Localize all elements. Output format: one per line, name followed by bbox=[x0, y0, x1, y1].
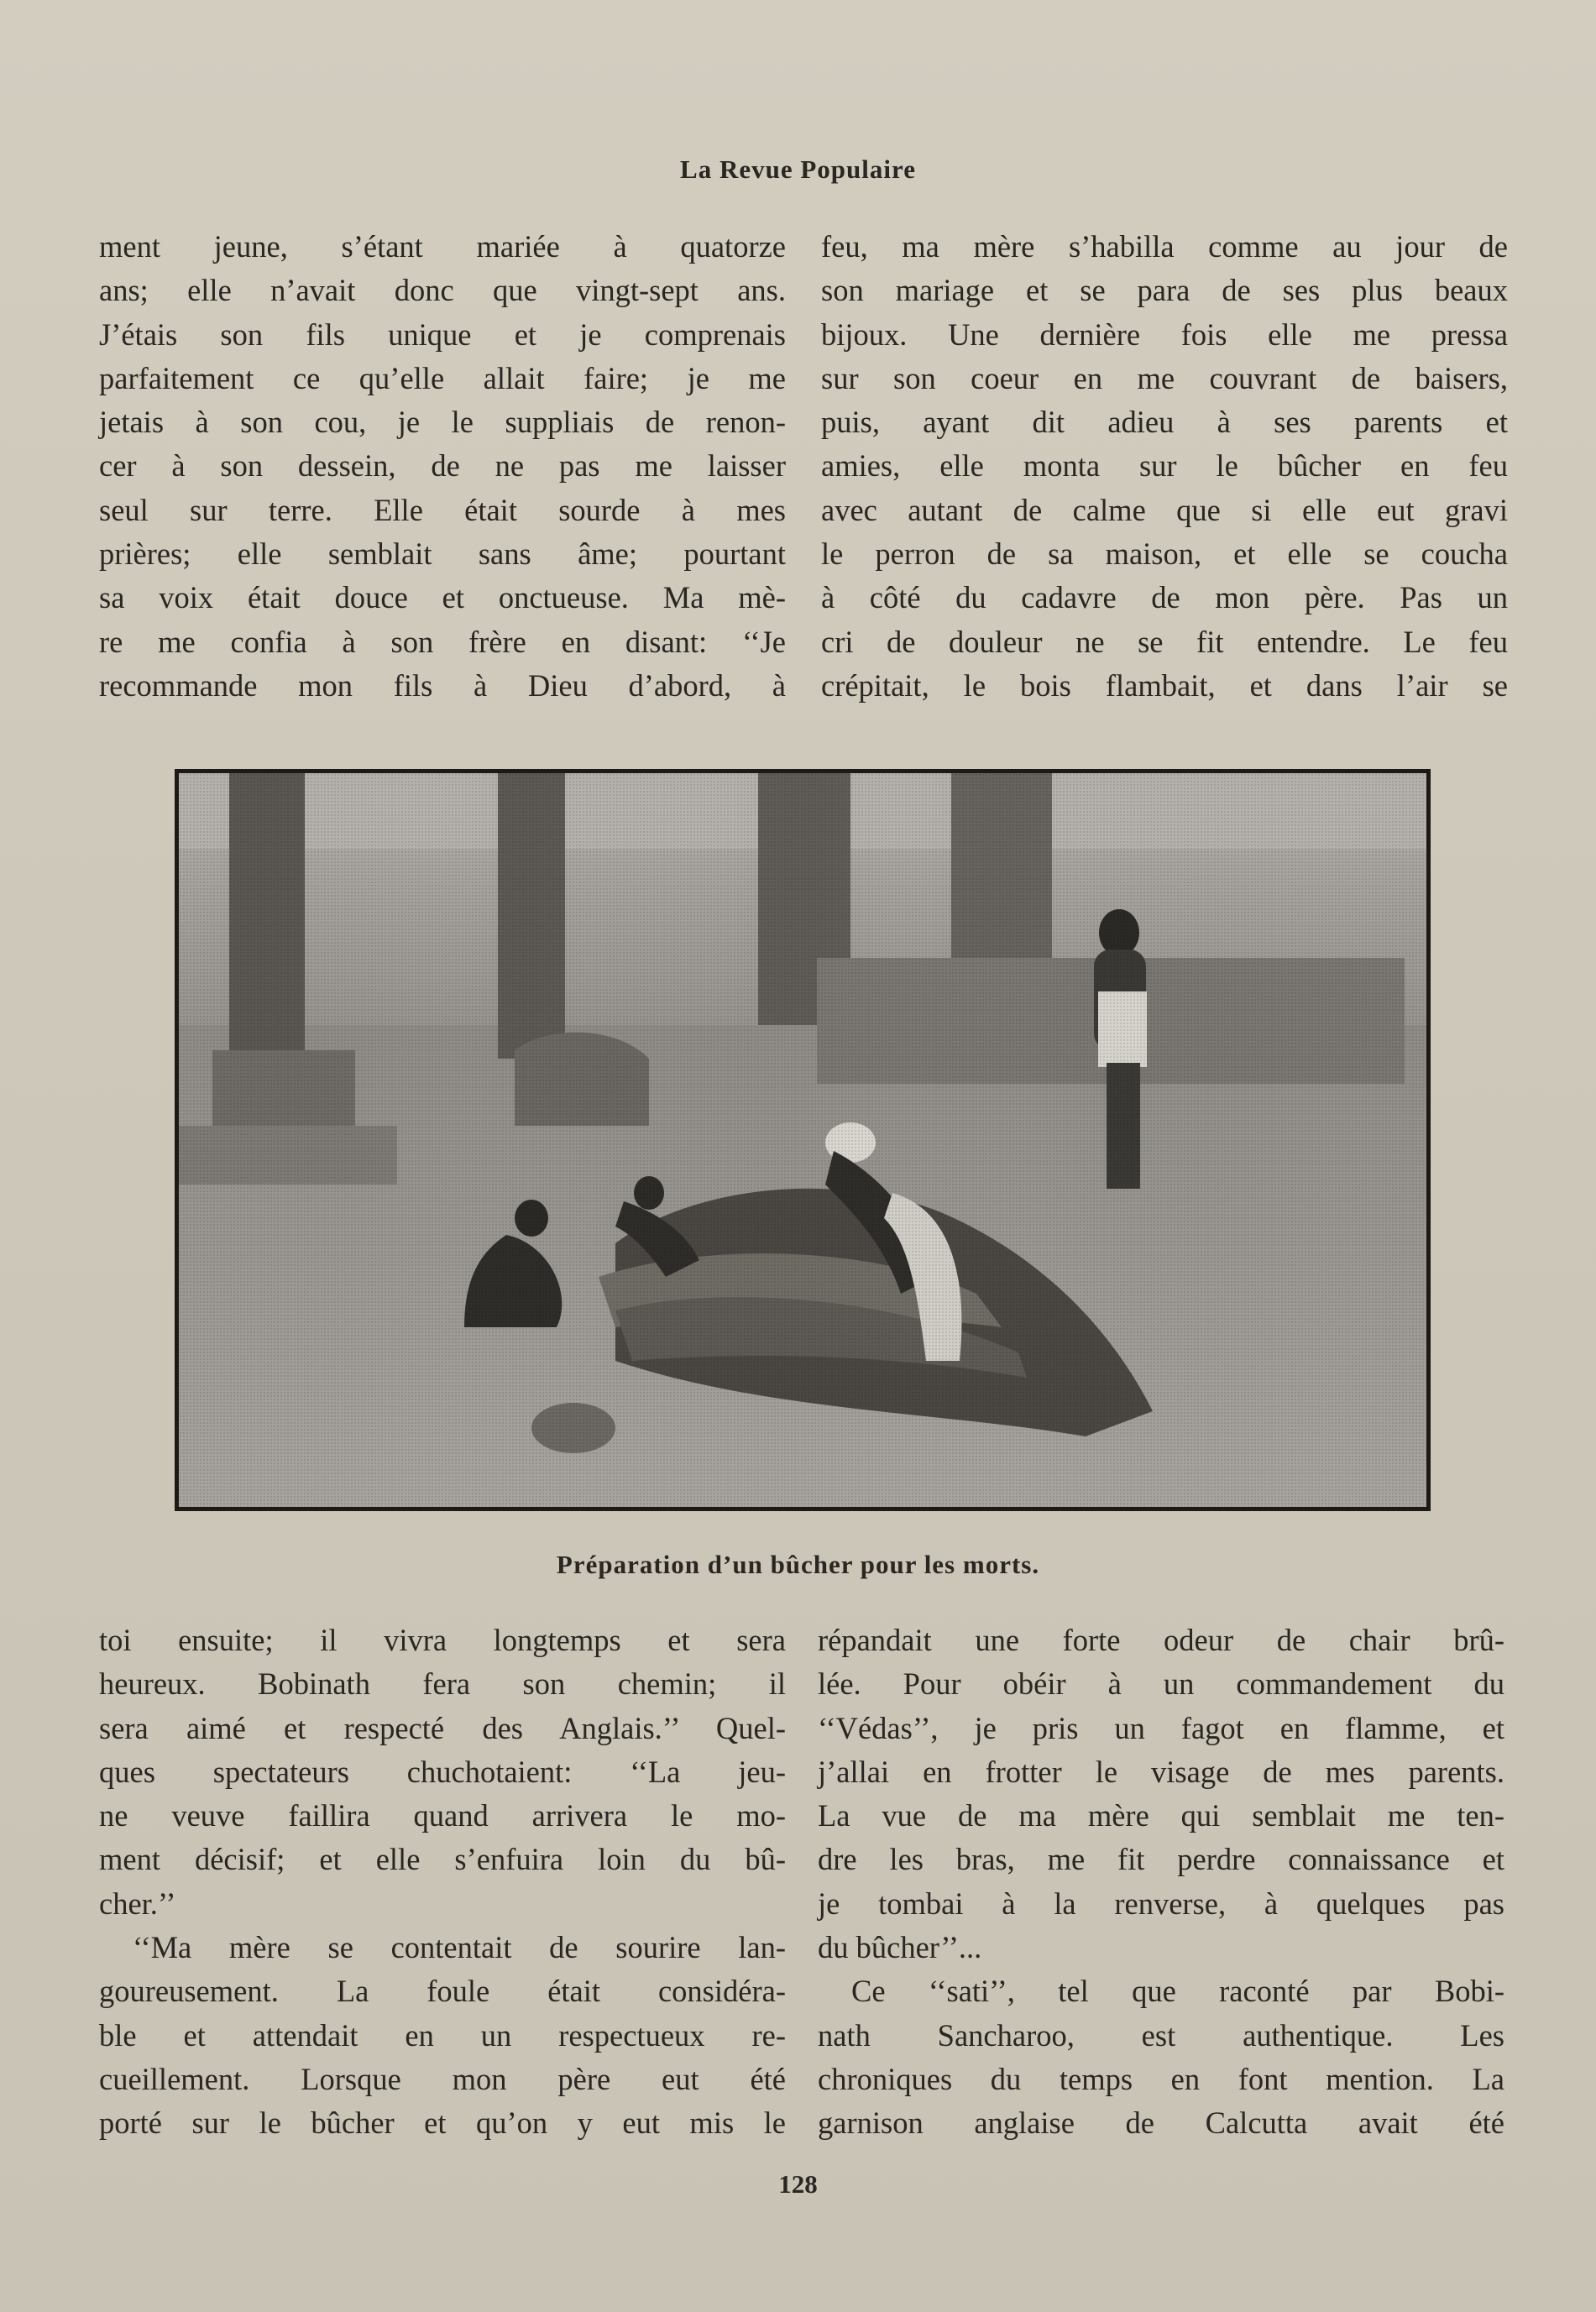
text-line: bijoux. Une dernière fois elle me pressa bbox=[821, 316, 1508, 352]
column-bottom-right bbox=[818, 1619, 1504, 2146]
column-top-right bbox=[821, 225, 1508, 708]
text-line: goureusement. La foule était considéra- bbox=[99, 1974, 786, 2009]
text-line: son mariage et se para de ses plus beaux bbox=[821, 273, 1508, 308]
text-line: chroniques du temps en font mention. La bbox=[818, 2061, 1504, 2096]
running-title: La Revue Populaire bbox=[680, 154, 916, 184]
text-line: parfaitement ce qu’elle allait faire; je me bbox=[99, 360, 786, 395]
text-line: cri de douleur ne se fit entendre. Le feu bbox=[821, 624, 1508, 659]
paragraph bbox=[818, 1619, 1504, 1969]
page-number: 128 bbox=[778, 2169, 818, 2199]
text-line: porté sur le bûcher et qu’on y eut mis le bbox=[99, 2105, 786, 2141]
text-line: j’allai en frotter le visage de mes parents. bbox=[818, 1754, 1504, 1789]
text-line: répandait une forte odeur de chair brû- bbox=[818, 1623, 1504, 1657]
text-line: seul sur terre. Elle était sourde à mes bbox=[99, 492, 786, 527]
text-line: ble et attendait en un respectueux re- bbox=[99, 2017, 786, 2053]
text-line: à côté du cadavre de mon père. Pas un bbox=[821, 580, 1508, 615]
paragraph bbox=[821, 225, 1508, 708]
text-line: cueillement. Lorsque mon père eut été bbox=[99, 2061, 786, 2096]
text-line: dre les bras, me fit perdre connaissance et bbox=[818, 1842, 1504, 1877]
text-line: ment décisif; et elle s’enfuira loin du bû- bbox=[99, 1842, 786, 1877]
text-line: heureux. Bobinath fera son chemin; il bbox=[99, 1666, 786, 1702]
text-line: garnison anglaise de Calcutta avait été bbox=[818, 2105, 1504, 2141]
text-line: cher.’’ bbox=[99, 1886, 176, 1921]
text-line: J’étais son fils unique et je comprenais bbox=[99, 316, 786, 352]
text-line: jetais à son cou, je le suppliais de renon- bbox=[99, 405, 786, 440]
text-line: je tombai à la renverse, à quelques pas bbox=[818, 1886, 1504, 1921]
text-line: Ce ‘‘sati’’, tel que raconté par Bobi- bbox=[851, 1974, 1504, 2009]
paragraph bbox=[99, 1926, 786, 2145]
paragraph bbox=[99, 225, 786, 708]
text-line: du bûcher’’... bbox=[818, 1930, 982, 1965]
text-line: sera aimé et respecté des Anglais.’’ Quel- bbox=[99, 1710, 786, 1745]
photograph-funeral-pyre bbox=[175, 769, 1431, 1511]
text-line: ques spectateurs chuchotaient: ‘‘La jeu- bbox=[99, 1754, 786, 1789]
text-line: ‘‘Ma mère se contentait de sourire lan- bbox=[133, 1930, 786, 1965]
text-line: le perron de sa maison, et elle se coucha bbox=[821, 536, 1508, 572]
paragraph bbox=[99, 1619, 786, 1926]
text-line: ment jeune, s’étant mariée à quatorze bbox=[99, 229, 786, 264]
text-line: ans; elle n’avait donc que vingt-sept ans. bbox=[99, 273, 786, 308]
column-bottom-left bbox=[99, 1619, 786, 2146]
text-line: ‘‘Védas’’, je pris un fagot en flamme, et bbox=[818, 1710, 1504, 1745]
text-line: lée. Pour obéir à un commandement du bbox=[818, 1666, 1504, 1702]
paragraph bbox=[818, 1969, 1504, 2145]
text-line: prières; elle semblait sans âme; pourtant bbox=[99, 536, 786, 572]
text-line: recommande mon fils à Dieu d’abord, à bbox=[99, 667, 786, 703]
text-line: crépitait, le bois flambait, et dans l’air se bbox=[821, 667, 1508, 703]
text-line: La vue de ma mère qui semblait me ten- bbox=[818, 1798, 1504, 1833]
text-line: sa voix était douce et onctueuse. Ma mè- bbox=[99, 580, 786, 615]
text-line: re me confia à son frère en disant: ‘‘Je bbox=[99, 624, 786, 659]
figure-caption: Préparation d’un bûcher pour les morts. bbox=[556, 1550, 1040, 1579]
text-line: amies, elle monta sur le bûcher en feu bbox=[821, 448, 1508, 484]
column-top-left bbox=[99, 225, 786, 708]
text-line: feu, ma mère s’habilla comme au jour de bbox=[821, 229, 1508, 264]
photo-illustration bbox=[179, 773, 1426, 1507]
text-line: ne veuve faillira quand arrivera le mo- bbox=[99, 1798, 786, 1833]
text-line: nath Sancharoo, est authentique. Les bbox=[818, 2017, 1504, 2053]
text-line: toi ensuite; il vivra longtemps et sera bbox=[99, 1623, 786, 1657]
text-line: sur son coeur en me couvrant de baisers, bbox=[821, 360, 1508, 395]
text-line: avec autant de calme que si elle eut gravi bbox=[821, 492, 1508, 527]
text-line: cer à son dessein, de ne pas me laisser bbox=[99, 448, 786, 484]
text-line: puis, ayant dit adieu à ses parents et bbox=[821, 405, 1508, 440]
